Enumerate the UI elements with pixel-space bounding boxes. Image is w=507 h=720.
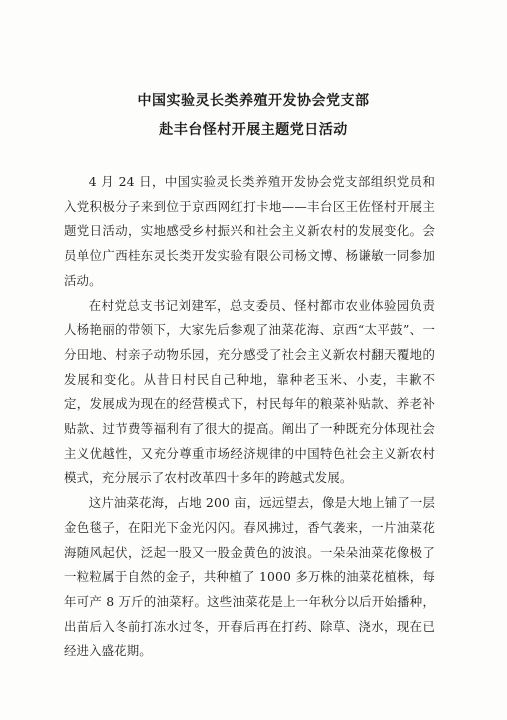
- paragraph-3: 这片油菜花海，占地 200 亩，远远望去，像是大地上铺了一层金色毯子，在阳光下金光闪闪。春风拂过，香气袭来，一片油菜花海随风起伏，泛起一股又一股金黄色的波浪。一朵朵油菜花像极了一粒粒属于自然的金子，共种植了 1000 多万株的油菜花植株，每年可产 8 万斤的油菜籽。这些油菜花是上一年秋分以后开始播种，出苗后入冬前打冻水过冬，开春后再在打药、除草、浇水，现在已经进入盛花期。: [64, 495, 435, 659]
- document-title-line-2: 赴丰台怪村开展主题党日活动: [159, 122, 348, 138]
- document-body: [64, 170, 435, 664]
- paragraph-2: 在村党总支书记刘建军，总支委员、怪村都市农业体验园负责人杨艳丽的带领下，大家先后参观了油菜花海、京西“太平鼓”、一分田地、村亲子动物乐园，充分感受了社会主义新农村翻天覆地的发展和变化。从昔日村民自己种地，靠种老玉米、小麦，丰歉不定，发展成为现在的经营模式下，村民每年的粮菜补贴款、养老补贴款、过节费等福利有了很大的提高。阐出了一种既充分体现社会主义优越性，又充分尊重市场经济规律的中国特色社会主义新农村模式，充分展示了农村改革四十多年的跨越式发展。: [64, 297, 435, 486]
- paragraph-1: 4 月 24 日，中国实验灵长类养殖开发协会党支部组织党员和入党积极分子来到位于京西网红打卡地——丰台区王佐怪村开展主题党日活动，实地感受乡村振兴和社会主义新农村的发展变化。会员单位广西桂东灵长类开发实验有限公司杨文博、杨谦敏一同参加活动。: [64, 174, 435, 288]
- document-title-line-1: 中国实验灵长类养殖开发协会党支部: [137, 93, 370, 109]
